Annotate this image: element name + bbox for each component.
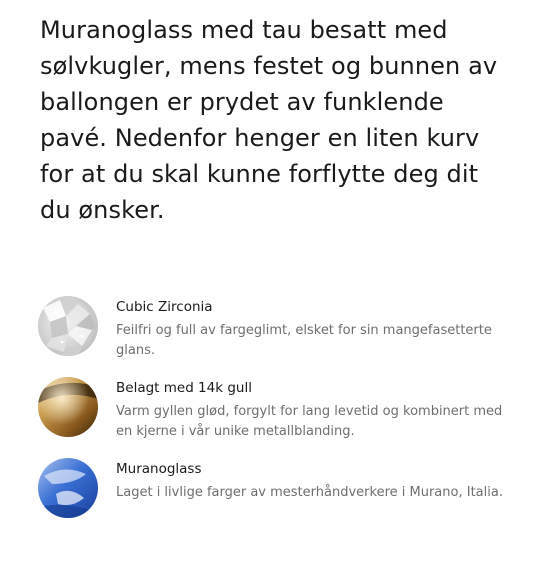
product-description: Muranoglass med tau besatt med sølvkugler, mens festet og bunnen av ballongen er prydet av funklende pavé. Nedenfor henger en liten kurv for at du skal kunne forflytte deg dit du ønsker.	[40, 16, 498, 224]
murano-glass-swatch-icon	[38, 458, 98, 518]
material-description: Feilfri og full av fargeglimt, elsket for sin mangefasetterte glans.	[116, 323, 492, 358]
gold-plating-swatch-icon	[38, 377, 98, 437]
material-item-cubic-zirconia	[38, 296, 518, 358]
material-item-gold-plating	[38, 377, 518, 439]
material-title: Belagt med 14k gull	[116, 380, 252, 396]
material-description: Laget i livlige farger av mesterhåndverkere i Murano, Italia.	[116, 485, 503, 500]
material-item-murano-glass	[38, 458, 518, 520]
material-title: Cubic Zirconia	[116, 299, 213, 315]
material-description: Varm gyllen glød, forgylt for lang levetid og kombinert med en kjerne i vår unike metallblanding.	[116, 404, 503, 439]
cubic-zirconia-swatch-icon	[38, 296, 98, 356]
material-title: Muranoglass	[116, 461, 202, 477]
materials-list	[38, 296, 518, 539]
